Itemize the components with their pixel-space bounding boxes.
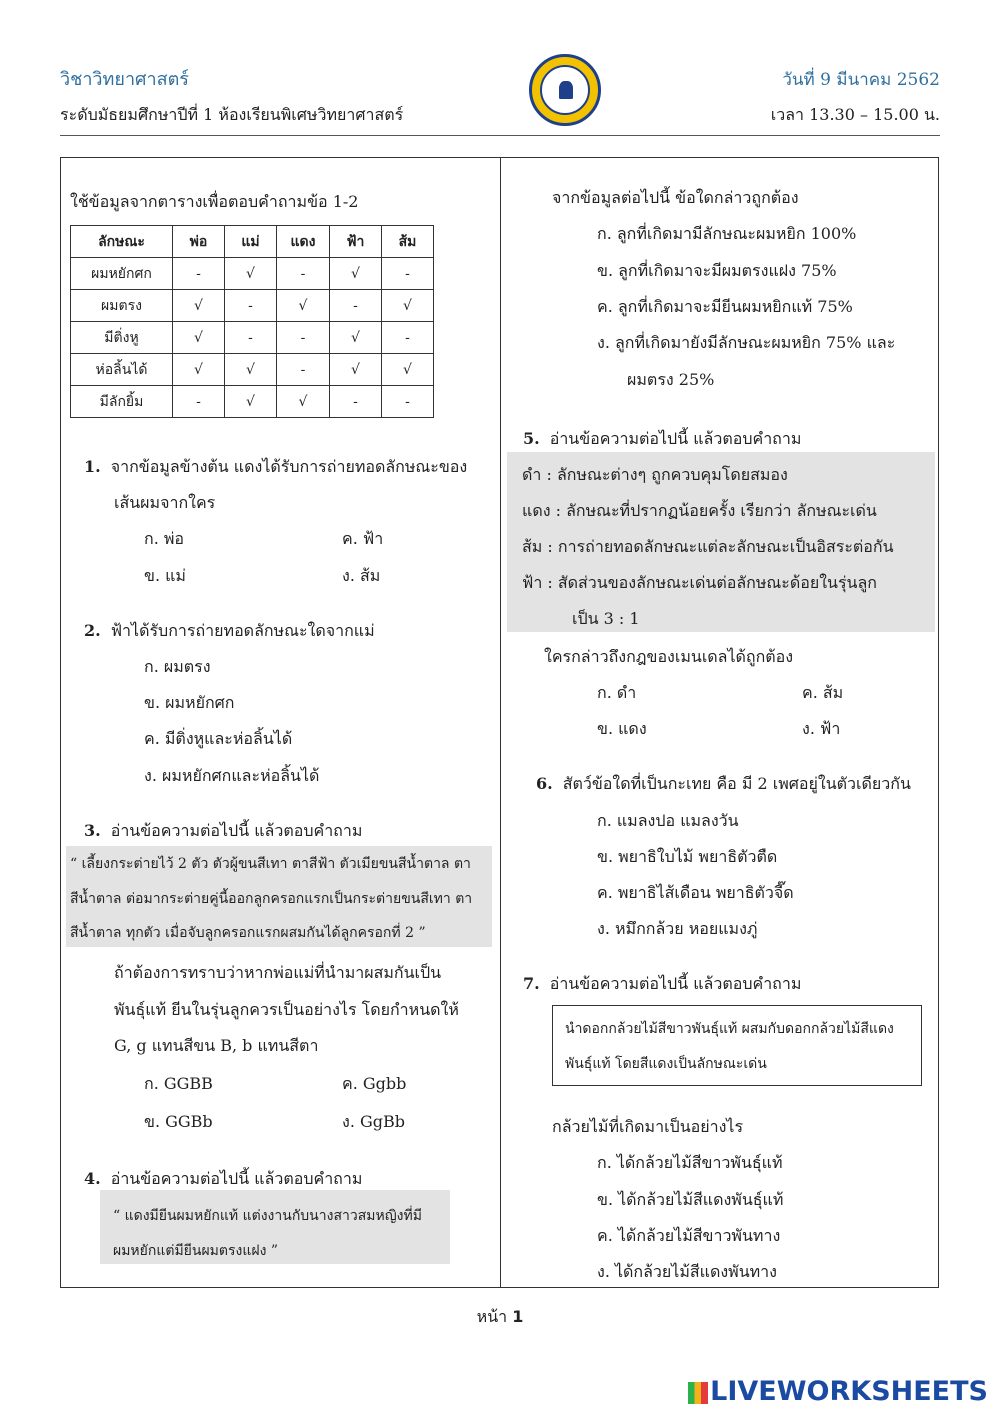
table-cell: ผมตรง bbox=[71, 290, 173, 322]
question-number: 6. bbox=[536, 774, 553, 793]
question-2 bbox=[84, 619, 375, 644]
quote-line: ผมหยักแต่มียีนผมตรงแฝง ” bbox=[113, 1243, 279, 1259]
table-cell: √ bbox=[173, 354, 225, 386]
option-a[interactable]: ก. ดำ bbox=[597, 683, 637, 702]
table-cell: √ bbox=[330, 354, 382, 386]
table-cell: √ bbox=[277, 386, 330, 418]
table-row bbox=[71, 354, 434, 386]
page-label: หน้า bbox=[476, 1307, 508, 1326]
option-a[interactable]: ก. GGBB bbox=[144, 1074, 213, 1093]
table-cell: - bbox=[173, 258, 225, 290]
question-prompt: ใครกล่าวถึงกฎของเมนเดลได้ถูกต้อง bbox=[544, 647, 794, 666]
option-c[interactable]: ค. ส้ม bbox=[802, 683, 844, 702]
option-a[interactable]: ก. ผมตรง bbox=[144, 657, 211, 676]
table-cell: √ bbox=[330, 322, 382, 354]
option-d[interactable]: ง. ได้กล้วยไม้สีแดงพันทาง bbox=[597, 1262, 777, 1281]
traits-table bbox=[70, 225, 434, 418]
question-text: อ่านข้อความต่อไปนี้ แล้วตอบคำถาม bbox=[549, 974, 802, 993]
table-row bbox=[71, 290, 434, 322]
option-a[interactable]: ก. ลูกที่เกิดมามีลักษณะผมหยิก 100% bbox=[597, 224, 857, 243]
table-cell: √ bbox=[225, 354, 277, 386]
question-prompt: กล้วยไม้ที่เกิดมาเป็นอย่างไร bbox=[552, 1117, 744, 1136]
table-cell: - bbox=[277, 322, 330, 354]
option-a[interactable]: ก. แมลงปอ แมลงวัน bbox=[597, 811, 739, 830]
statement: แดง : ลักษณะที่ปรากฏน้อยครั้ง เรียกว่า ลักษณะเด่น bbox=[522, 501, 877, 520]
table-row bbox=[71, 322, 434, 354]
question-text: จากข้อมูลข้างต้น แดงได้รับการถ่ายทอดลักษณะของ bbox=[110, 457, 468, 476]
option-c[interactable]: ค. Ggbb bbox=[342, 1074, 407, 1093]
table-cell: - bbox=[382, 386, 434, 418]
question-prompt: G, g แทนสีขน B, b แทนสีตา bbox=[114, 1036, 319, 1055]
option-d[interactable]: ง. ฟ้า bbox=[802, 719, 841, 738]
exam-time: เวลา 13.30 – 15.00 น. bbox=[770, 105, 940, 124]
table-header: แม่ bbox=[225, 226, 277, 258]
liveworksheets-logo[interactable] bbox=[688, 1376, 988, 1407]
question-7 bbox=[523, 972, 801, 997]
question-prompt: พันธุ์แท้ ยีนในรุ่นลูกควรเป็นอย่างไร โดยกำหนดให้ bbox=[114, 1000, 459, 1019]
option-c[interactable]: ค. ลูกที่เกิดมาจะมียีนผมหยิกแท้ 75% bbox=[597, 297, 853, 316]
table-cell: √ bbox=[173, 322, 225, 354]
question-5 bbox=[523, 427, 801, 452]
table-cell: - bbox=[173, 386, 225, 418]
question-number: 1. bbox=[84, 457, 101, 476]
question-4 bbox=[84, 1167, 362, 1192]
table-header-row bbox=[71, 226, 434, 258]
table-cell: ห่อลิ้นได้ bbox=[71, 354, 173, 386]
table-cell: - bbox=[382, 258, 434, 290]
option-b[interactable]: ข. ลูกที่เกิดมาจะมีผมตรงแฝง 75% bbox=[597, 261, 837, 280]
option-c[interactable]: ค. ฟ้า bbox=[342, 529, 384, 548]
question-text: อ่านข้อความต่อไปนี้ แล้วตอบคำถาม bbox=[110, 821, 363, 840]
scenario-line: พันธุ์แท้ โดยสีแดงเป็นลักษณะเด่น bbox=[565, 1056, 767, 1072]
question-prompt: ถ้าต้องการทราบว่าหากพ่อแม่ที่นำมาผสมกันเป็น bbox=[114, 963, 442, 982]
table-cell: √ bbox=[382, 354, 434, 386]
option-b[interactable]: ข. พยาธิใบไม้ พยาธิตัวตืด bbox=[597, 847, 778, 866]
page-footer bbox=[0, 1305, 1000, 1330]
table-header: แดง bbox=[277, 226, 330, 258]
question-number: 2. bbox=[84, 621, 101, 640]
option-d[interactable]: ง. ผมหยักศกและห่อลิ้นได้ bbox=[144, 766, 320, 785]
school-logo bbox=[529, 54, 601, 126]
table-cell: - bbox=[382, 322, 434, 354]
table-cell: - bbox=[277, 354, 330, 386]
question-number: 5. bbox=[523, 429, 540, 448]
column-divider bbox=[500, 157, 501, 1288]
table-cell: - bbox=[225, 290, 277, 322]
option-b[interactable]: ข. แดง bbox=[597, 719, 647, 738]
liveworksheets-icon bbox=[688, 1382, 708, 1404]
option-c[interactable]: ค. ได้กล้วยไม้สีขาวพันทาง bbox=[597, 1226, 781, 1245]
quote-line: สีน้ำตาล ต่อมากระต่ายคู่นี้ออกลูกครอกแรกเป็นกระต่ายขนสีเทา ตา bbox=[70, 891, 473, 907]
table-cell: มีติ่งหู bbox=[71, 322, 173, 354]
quote-line: “ เลี้ยงกระต่ายไว้ 2 ตัว ตัวผู้ขนสีเทา ตาสีฟ้า ตัวเมียขนสีน้ำตาล ตา bbox=[70, 856, 471, 872]
table-cell: - bbox=[330, 290, 382, 322]
table-cell: √ bbox=[330, 258, 382, 290]
question-text: อ่านข้อความต่อไปนี้ แล้วตอบคำถาม bbox=[110, 1169, 363, 1188]
table-cell: √ bbox=[382, 290, 434, 322]
option-d-cont: ผมตรง 25% bbox=[627, 370, 715, 389]
question-text: สัตว์ข้อใดที่เป็นกะเทย คือ มี 2 เพศอยู่ในตัวเดียวกัน bbox=[562, 774, 911, 793]
table-cell: √ bbox=[225, 386, 277, 418]
question-6 bbox=[536, 772, 911, 797]
option-d[interactable]: ง. GgBb bbox=[342, 1112, 406, 1131]
question-text-cont: เส้นผมจากใคร bbox=[114, 493, 216, 512]
scenario-line: นำดอกกล้วยไม้สีขาวพันธุ์แท้ ผสมกับดอกกล้วยไม้สีแดง bbox=[565, 1021, 894, 1037]
option-b[interactable]: ข. แม่ bbox=[144, 566, 186, 585]
table-row bbox=[71, 258, 434, 290]
brand-text: LIVEWORKSHEETS bbox=[710, 1376, 988, 1407]
option-b[interactable]: ข. ผมหยักศก bbox=[144, 693, 235, 712]
option-b[interactable]: ข. GGBb bbox=[144, 1112, 213, 1131]
statement: ดำ : ลักษณะต่างๆ ถูกควบคุมโดยสมอง bbox=[522, 465, 788, 484]
question-number: 4. bbox=[84, 1169, 101, 1188]
option-a[interactable]: ก. ได้กล้วยไม้สีขาวพันธุ์แท้ bbox=[597, 1153, 783, 1172]
page-number: 1 bbox=[512, 1307, 524, 1326]
option-d[interactable]: ง. ส้ม bbox=[342, 566, 381, 585]
table-header: พ่อ bbox=[173, 226, 225, 258]
quote-line: สีน้ำตาล ทุกตัว เมื่อจับลูกครอกแรกผสมกันได้ลูกครอกที่ 2 ” bbox=[70, 925, 426, 941]
question-number: 3. bbox=[84, 821, 101, 840]
table-cell: - bbox=[225, 322, 277, 354]
table-header: ลักษณะ bbox=[71, 226, 173, 258]
option-c[interactable]: ค. พยาธิไส้เดือน พยาธิตัวจี๊ด bbox=[597, 883, 794, 902]
table-header: ส้ม bbox=[382, 226, 434, 258]
table-cell: ผมหยักศก bbox=[71, 258, 173, 290]
question-1 bbox=[84, 455, 467, 480]
table-cell: √ bbox=[277, 290, 330, 322]
class-level: ระดับมัธยมศึกษาปีที่ 1 ห้องเรียนพิเศษวิทยาศาสตร์ bbox=[60, 105, 404, 124]
table-row bbox=[71, 386, 434, 418]
table-cell: √ bbox=[173, 290, 225, 322]
statement: ส้ม : การถ่ายทอดลักษณะแต่ละลักษณะเป็นอิสระต่อกัน bbox=[522, 537, 894, 556]
table-cell: มีลักยิ้ม bbox=[71, 386, 173, 418]
table-intro: ใช้ข้อมูลจากตารางเพื่อตอบคำถามข้อ 1-2 bbox=[70, 192, 359, 211]
quote-line: “ แดงมียีนผมหยักแท้ แต่งงานกับนางสาวสมหญิงที่มี bbox=[113, 1208, 422, 1224]
question-prompt: จากข้อมูลต่อไปนี้ ข้อใดกล่าวถูกต้อง bbox=[552, 188, 799, 207]
subject-title: วิชาวิทยาศาสตร์ bbox=[60, 69, 189, 90]
option-a[interactable]: ก. พ่อ bbox=[144, 529, 185, 548]
statement: ฟ้า : สัดส่วนของลักษณะเด่นต่อลักษณะด้อยในรุ่นลูก bbox=[522, 573, 877, 592]
table-header: ฟ้า bbox=[330, 226, 382, 258]
question-number: 7. bbox=[523, 974, 540, 993]
option-b[interactable]: ข. ได้กล้วยไม้สีแดงพันธุ์แท้ bbox=[597, 1190, 784, 1209]
question-text: ฟ้าได้รับการถ่ายทอดลักษณะใดจากแม่ bbox=[110, 621, 375, 640]
option-d[interactable]: ง. ลูกที่เกิดมายังมีลักษณะผมหยิก 75% และ bbox=[597, 333, 896, 352]
table-cell: - bbox=[277, 258, 330, 290]
option-d[interactable]: ง. หมึกกล้วย หอยแมงภู่ bbox=[597, 919, 758, 938]
option-c[interactable]: ค. มีติ่งหูและห่อลิ้นได้ bbox=[144, 729, 293, 748]
question-text: อ่านข้อความต่อไปนี้ แล้วตอบคำถาม bbox=[549, 429, 802, 448]
statement-cont: เป็น 3 : 1 bbox=[572, 609, 640, 628]
question-3 bbox=[84, 819, 362, 844]
table-cell: - bbox=[330, 386, 382, 418]
table-cell: √ bbox=[225, 258, 277, 290]
exam-date: วันที่ 9 มีนาคม 2562 bbox=[782, 70, 940, 90]
header-divider bbox=[60, 135, 940, 136]
